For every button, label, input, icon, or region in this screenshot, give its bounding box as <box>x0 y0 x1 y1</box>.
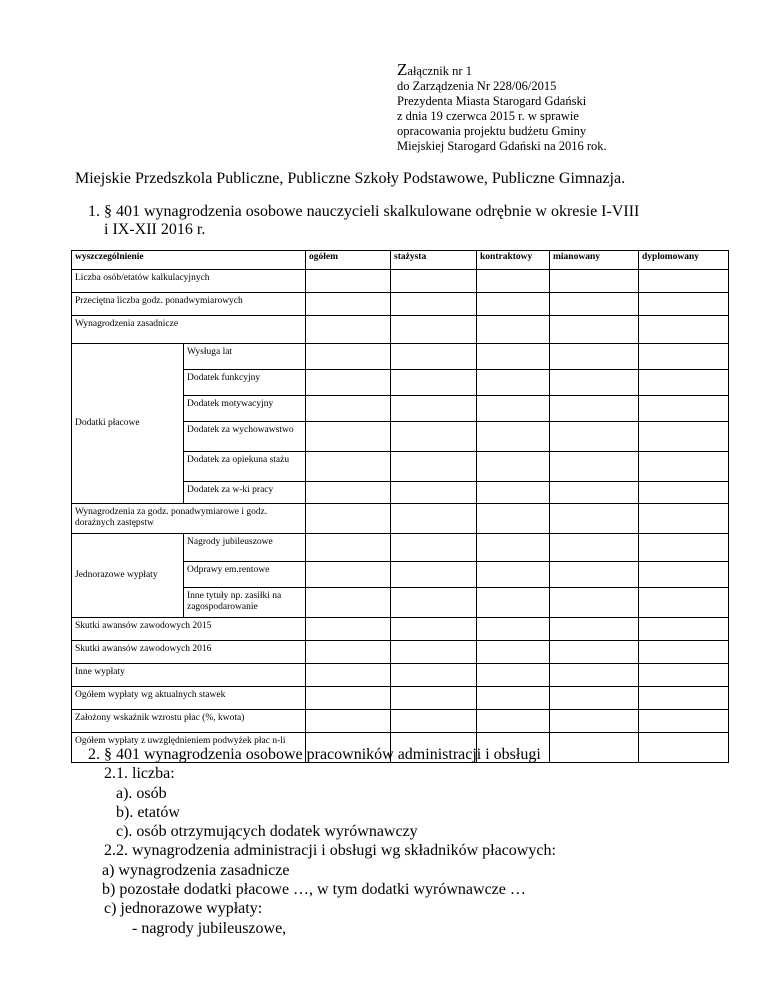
value-cell[interactable] <box>639 316 729 344</box>
value-cell[interactable] <box>639 664 729 687</box>
value-cell[interactable] <box>639 396 729 422</box>
header-line: z dnia 19 czerwca 2015 r. w sprawie <box>397 109 579 123</box>
value-cell[interactable] <box>306 562 391 588</box>
list-item: b) pozostałe dodatki płacowe …, w tym dodatki wyrównawcze … <box>102 881 526 899</box>
header-cell: dyplomowany <box>639 251 729 270</box>
value-cell[interactable] <box>477 396 550 422</box>
value-cell[interactable] <box>477 504 550 534</box>
value-cell[interactable] <box>477 710 550 733</box>
value-cell[interactable] <box>639 641 729 664</box>
value-cell[interactable] <box>477 562 550 588</box>
table-row <box>72 664 729 687</box>
value-cell[interactable] <box>639 422 729 452</box>
value-cell[interactable] <box>391 534 477 562</box>
value-cell[interactable] <box>306 504 391 534</box>
row-label: Odprawy em.rentowe <box>184 562 306 588</box>
value-cell[interactable] <box>639 344 729 370</box>
value-cell[interactable] <box>639 504 729 534</box>
value-cell[interactable] <box>477 664 550 687</box>
value-cell[interactable] <box>639 562 729 588</box>
value-cell[interactable] <box>391 316 477 344</box>
value-cell[interactable] <box>391 562 477 588</box>
list-item: a) wynagrodzenia zasadnicze <box>102 861 290 879</box>
value-cell[interactable] <box>306 396 391 422</box>
value-cell[interactable] <box>391 618 477 641</box>
value-cell[interactable] <box>550 534 639 562</box>
value-cell[interactable] <box>306 687 391 710</box>
value-cell[interactable] <box>550 422 639 452</box>
value-cell[interactable] <box>391 588 477 618</box>
value-cell[interactable] <box>550 687 639 710</box>
list-item: - nagrody jubileuszowe, <box>132 919 287 937</box>
row-label: Wynagrodzenia zasadnicze <box>72 316 306 344</box>
header-cell: wyszczególnienie <box>72 251 306 270</box>
value-cell[interactable] <box>550 504 639 534</box>
list-item: c) jednorazowe wypłaty: <box>104 900 263 918</box>
value-cell[interactable] <box>306 641 391 664</box>
value-cell[interactable] <box>306 370 391 396</box>
row-label: Inne tytuły np. zasiłki na zagospodarowanie <box>184 588 306 618</box>
table-row <box>72 270 729 293</box>
value-cell[interactable] <box>391 710 477 733</box>
list-item: 2.2. wynagrodzenia administracji i obsługi wg składników płacowych: <box>104 842 556 860</box>
table-row <box>72 293 729 316</box>
value-cell[interactable] <box>550 396 639 422</box>
value-cell[interactable] <box>306 344 391 370</box>
row-label: Skutki awansów zawodowych 2015 <box>72 618 306 641</box>
table-row <box>72 618 729 641</box>
value-cell[interactable] <box>306 588 391 618</box>
row-label: Inne wypłaty <box>72 664 306 687</box>
header-line: do Zarządzenia Nr 228/06/2015 <box>397 79 557 93</box>
row-label: Dodatek za w-ki pracy <box>184 482 306 504</box>
row-label: Liczba osób/etatów kalkulacyjnych <box>72 270 306 293</box>
value-cell[interactable] <box>477 452 550 482</box>
group-label-jednorazowe: Jednorazowe wypłaty <box>72 534 184 618</box>
row-label: Przeciętna liczba godz. ponadwymiarowych <box>72 293 306 316</box>
header-cell: mianowany <box>550 251 639 270</box>
value-cell[interactable] <box>391 344 477 370</box>
value-cell[interactable] <box>639 482 729 504</box>
section-2-heading: 2. § 401 wynagrodzenia osobowe pracowników administracji i obsługi <box>88 746 541 763</box>
value-cell[interactable] <box>391 293 477 316</box>
table-row <box>72 641 729 664</box>
value-cell[interactable] <box>477 534 550 562</box>
value-cell[interactable] <box>477 293 550 316</box>
value-cell[interactable] <box>391 270 477 293</box>
value-cell[interactable] <box>306 534 391 562</box>
row-label: Dodatek funkcyjny <box>184 370 306 396</box>
value-cell[interactable] <box>306 316 391 344</box>
row-label: Skutki awansów zawodowych 2016 <box>72 641 306 664</box>
table-row <box>72 344 729 370</box>
header-line: Prezydenta Miasta Starogard Gdański <box>397 94 587 108</box>
value-cell[interactable] <box>550 588 639 618</box>
value-cell[interactable] <box>391 370 477 396</box>
row-label: Wysługa lat <box>184 344 306 370</box>
header-cell: kontraktowy <box>477 251 550 270</box>
table-row <box>72 687 729 710</box>
value-cell[interactable] <box>391 687 477 710</box>
value-cell[interactable] <box>306 664 391 687</box>
table-row <box>72 316 729 344</box>
row-label: Dodatek za opiekuna stażu <box>184 452 306 482</box>
header-cell: ogółem <box>306 251 391 270</box>
list-item: c). osób otrzymujących dodatek wyrównawczy <box>116 823 418 841</box>
value-cell[interactable] <box>306 422 391 452</box>
value-cell[interactable] <box>477 588 550 618</box>
row-label: Dodatek za wychowawstwo <box>184 422 306 452</box>
value-cell[interactable] <box>550 482 639 504</box>
table-header-row <box>72 251 729 270</box>
value-cell[interactable] <box>639 452 729 482</box>
value-cell[interactable] <box>306 618 391 641</box>
section-2 <box>88 745 728 938</box>
value-cell[interactable] <box>550 316 639 344</box>
value-cell[interactable] <box>306 293 391 316</box>
list-item: a). osób <box>116 784 167 802</box>
value-cell[interactable] <box>550 293 639 316</box>
value-cell[interactable] <box>306 270 391 293</box>
value-cell[interactable] <box>550 618 639 641</box>
value-cell[interactable] <box>639 588 729 618</box>
list-item: 2.1. liczba: <box>104 765 175 783</box>
attachment-header <box>397 62 697 154</box>
value-cell[interactable] <box>550 452 639 482</box>
value-cell[interactable] <box>639 293 729 316</box>
row-label: Nagrody jubileuszowe <box>184 534 306 562</box>
value-cell[interactable] <box>477 344 550 370</box>
list-item: b). etatów <box>116 803 180 821</box>
value-cell[interactable] <box>639 370 729 396</box>
attachment-number: Załącznik nr 1 <box>397 60 472 79</box>
value-cell[interactable] <box>550 370 639 396</box>
value-cell[interactable] <box>391 664 477 687</box>
value-cell[interactable] <box>639 618 729 641</box>
value-cell[interactable] <box>391 641 477 664</box>
value-cell[interactable] <box>306 710 391 733</box>
header-cell: stażysta <box>391 251 477 270</box>
table-row <box>72 710 729 733</box>
teacher-salary-table <box>71 250 729 763</box>
row-label: Dodatek motywacyjny <box>184 396 306 422</box>
value-cell[interactable] <box>550 270 639 293</box>
value-cell[interactable] <box>391 396 477 422</box>
table-row <box>72 534 729 562</box>
value-cell[interactable] <box>391 504 477 534</box>
row-label: Wynagrodzenia za godz. ponadwymiarowe i godz. doraźnych zastępstw <box>72 504 306 534</box>
value-cell[interactable] <box>550 562 639 588</box>
value-cell[interactable] <box>306 482 391 504</box>
value-cell[interactable] <box>306 452 391 482</box>
value-cell[interactable] <box>477 687 550 710</box>
value-cell[interactable] <box>550 710 639 733</box>
value-cell[interactable] <box>639 534 729 562</box>
row-label: Założony wskaźnik wzrostu płac (%, kwota) <box>72 710 306 733</box>
value-cell[interactable] <box>477 482 550 504</box>
header-line: Miejskiej Starogard Gdański na 2016 rok. <box>397 139 607 153</box>
row-label: Ogółem wypłaty wg aktualnych stawek <box>72 687 306 710</box>
value-cell[interactable] <box>391 452 477 482</box>
table-row <box>72 504 729 534</box>
value-cell[interactable] <box>477 641 550 664</box>
value-cell[interactable] <box>639 270 729 293</box>
page-title: Miejskie Przedszkola Publiczne, Publiczne Szkoły Podstawowe, Publiczne Gimnazja. <box>75 170 626 187</box>
value-cell[interactable] <box>477 270 550 293</box>
group-label-dodatki: Dodatki płacowe <box>72 344 184 504</box>
value-cell[interactable] <box>639 710 729 733</box>
value-cell[interactable] <box>477 422 550 452</box>
header-line: opracowania projektu budżetu Gminy <box>397 124 587 138</box>
value-cell[interactable] <box>391 422 477 452</box>
value-cell[interactable] <box>391 482 477 504</box>
value-cell[interactable] <box>550 641 639 664</box>
value-cell[interactable] <box>477 618 550 641</box>
value-cell[interactable] <box>550 344 639 370</box>
section-1-heading: 1. § 401 wynagrodzenia osobowe nauczycieli skalkulowane odrębnie w okresie I-VIII i IX-XII 2016 r. <box>88 203 640 238</box>
value-cell[interactable] <box>639 687 729 710</box>
value-cell[interactable] <box>550 664 639 687</box>
row-label: Ogółem wypłaty z uwzględnieniem podwyżek płac n-li <box>72 733 306 763</box>
value-cell[interactable] <box>477 370 550 396</box>
value-cell[interactable] <box>477 316 550 344</box>
